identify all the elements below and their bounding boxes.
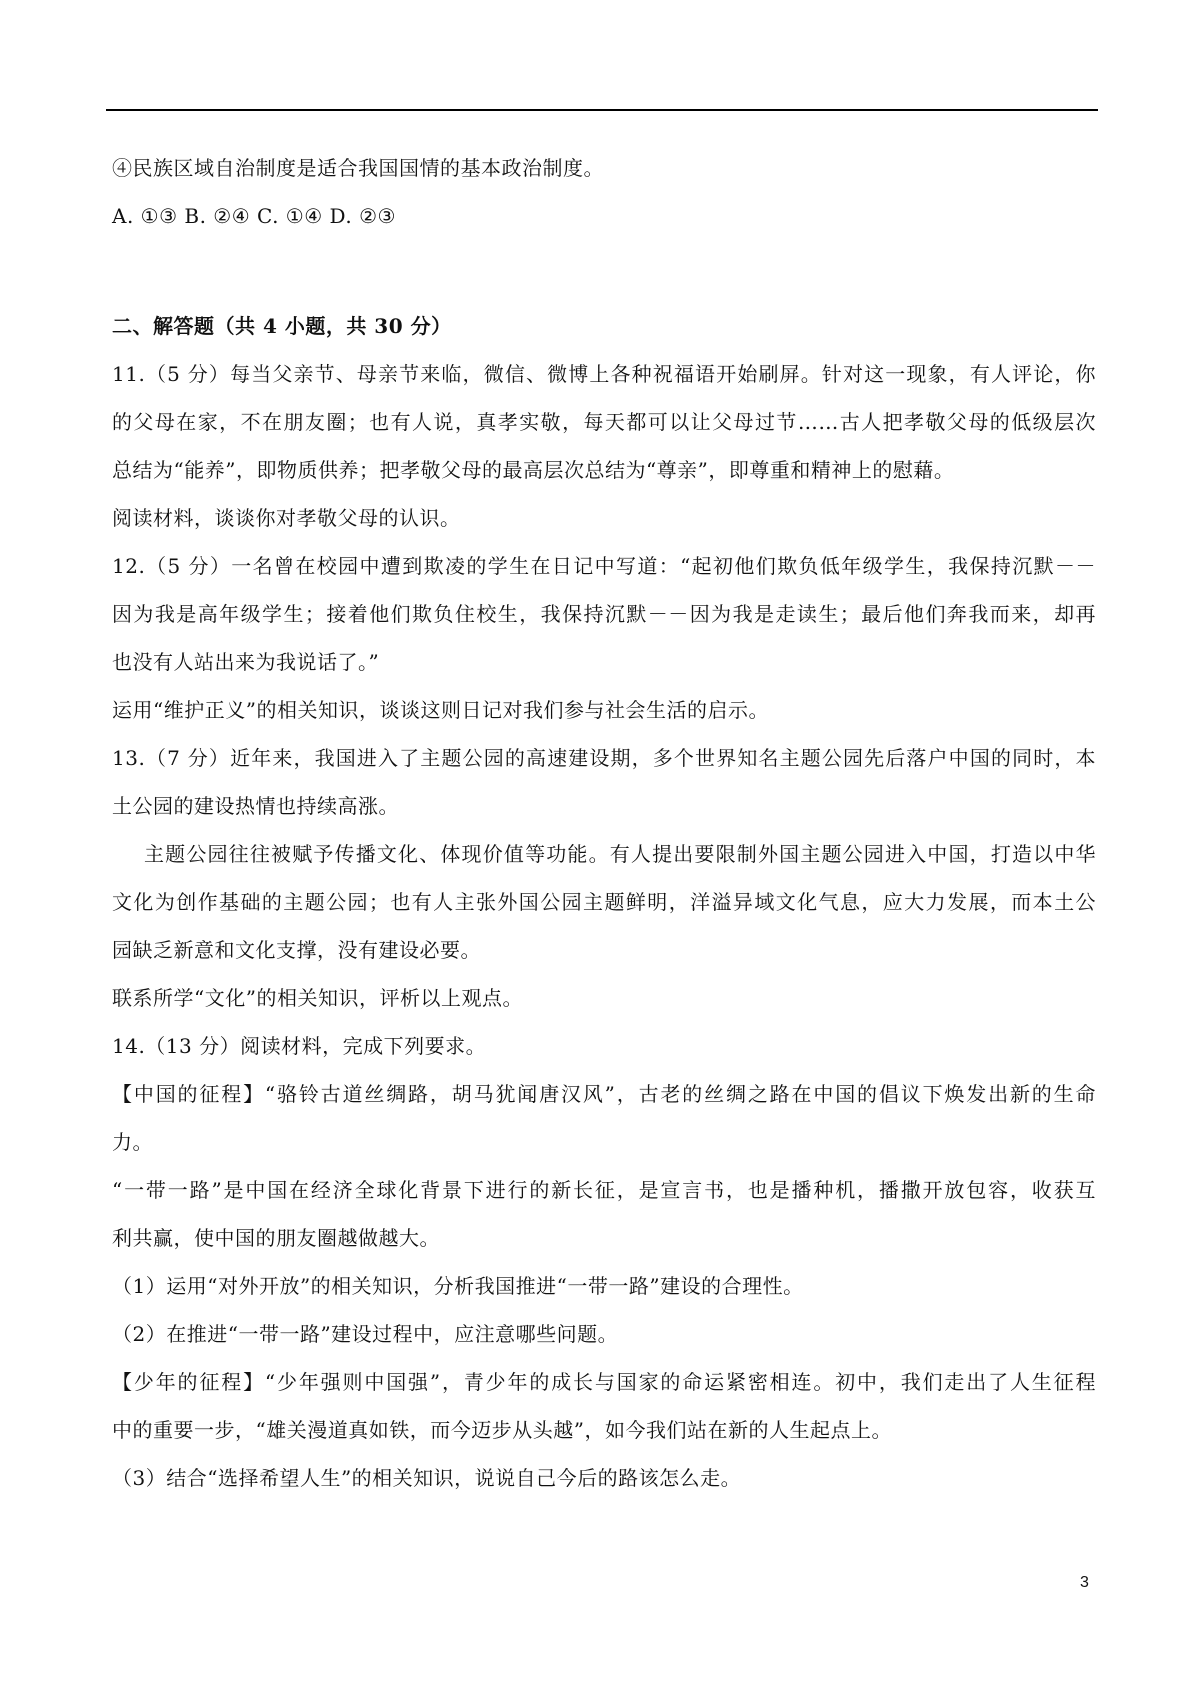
text-line: 联系所学“文化”的相关知识，评析以上观点。 bbox=[112, 986, 523, 1010]
text-line: 14.（13 分）阅读材料，完成下列要求。 bbox=[112, 1034, 487, 1058]
text-line: 文化为创作基础的主题公园；也有人主张外国公园主题鲜明，洋溢异域文化气息，应大力发展，而本土公 bbox=[112, 890, 1096, 914]
text-line: 主题公园往往被赋予传播文化、体现价值等功能。有人提出要限制外国主题公园进入中国，打造以中华 bbox=[144, 842, 1096, 866]
text-line: 园缺乏新意和文化支撑，没有建设必要。 bbox=[112, 938, 481, 962]
text-line: “一带一路”是中国在经济全球化背景下进行的新长征，是宣言书，也是播种机，播撒开放包容，收获互 bbox=[112, 1178, 1096, 1202]
page-number: 3 bbox=[1080, 1574, 1089, 1591]
document-body bbox=[112, 144, 1096, 1502]
text-line: 13.（7 分）近年来，我国进入了主题公园的高速建设期，多个世界知名主题公园先后落户中国的同时，本 bbox=[112, 746, 1096, 770]
text-line: 的父母在家，不在朋友圈；也有人说，真孝实敬，每天都可以让父母过节……古人把孝敬父母的低级层次 bbox=[112, 410, 1096, 434]
text-line: 因为我是高年级学生；接着他们欺负住校生，我保持沉默－－因为我是走读生；最后他们奔我而来，却再 bbox=[112, 602, 1096, 626]
header-rule bbox=[106, 109, 1098, 111]
section-spacer bbox=[112, 240, 1096, 302]
text-line: 运用“维护正义”的相关知识，谈谈这则日记对我们参与社会生活的启示。 bbox=[112, 698, 769, 722]
text-line: 也没有人站出来为我说话了。” bbox=[112, 650, 380, 674]
text-line: A. ①③ B. ②④ C. ①④ D. ②③ bbox=[112, 204, 396, 228]
text-line: （1）运用“对外开放”的相关知识，分析我国推进“一带一路”建设的合理性。 bbox=[112, 1274, 804, 1298]
text-line: 【少年的征程】“少年强则中国强”，青少年的成长与国家的命运紧密相连。初中，我们走出了人生征程 bbox=[112, 1370, 1096, 1394]
text-line: 总结为“能养”，即物质供养；把孝敬父母的最高层次总结为“尊亲”，即尊重和精神上的慰藉。 bbox=[112, 458, 955, 482]
text-line: 11.（5 分）每当父亲节、母亲节来临，微信、微博上各种祝福语开始刷屏。针对这一现象，有人评论，你 bbox=[112, 362, 1096, 386]
text-line: 土公园的建设热情也持续高涨。 bbox=[112, 794, 399, 818]
section-heading: 二、解答题（共 4 小题，共 30 分） bbox=[112, 314, 452, 338]
text-line: （2）在推进“一带一路”建设过程中，应注意哪些问题。 bbox=[112, 1322, 619, 1346]
text-line: ④民族区域自治制度是适合我国国情的基本政治制度。 bbox=[112, 156, 604, 180]
text-line: （3）结合“选择希望人生”的相关知识，说说自己今后的路该怎么走。 bbox=[112, 1466, 742, 1490]
text-line: 利共赢，使中国的朋友圈越做越大。 bbox=[112, 1226, 440, 1250]
text-line: 【中国的征程】“骆铃古道丝绸路，胡马犹闻唐汉风”，古老的丝绸之路在中国的倡议下焕发出新的生命 bbox=[112, 1082, 1096, 1106]
text-line: 12.（5 分）一名曾在校园中遭到欺凌的学生在日记中写道：“起初他们欺负低年级学生，我保持沉默－－ bbox=[112, 554, 1096, 578]
text-line: 力。 bbox=[112, 1130, 153, 1154]
text-line: 中的重要一步，“雄关漫道真如铁，而今迈步从头越”，如今我们站在新的人生起点上。 bbox=[112, 1418, 892, 1442]
text-line: 阅读材料，谈谈你对孝敬父母的认识。 bbox=[112, 506, 461, 530]
